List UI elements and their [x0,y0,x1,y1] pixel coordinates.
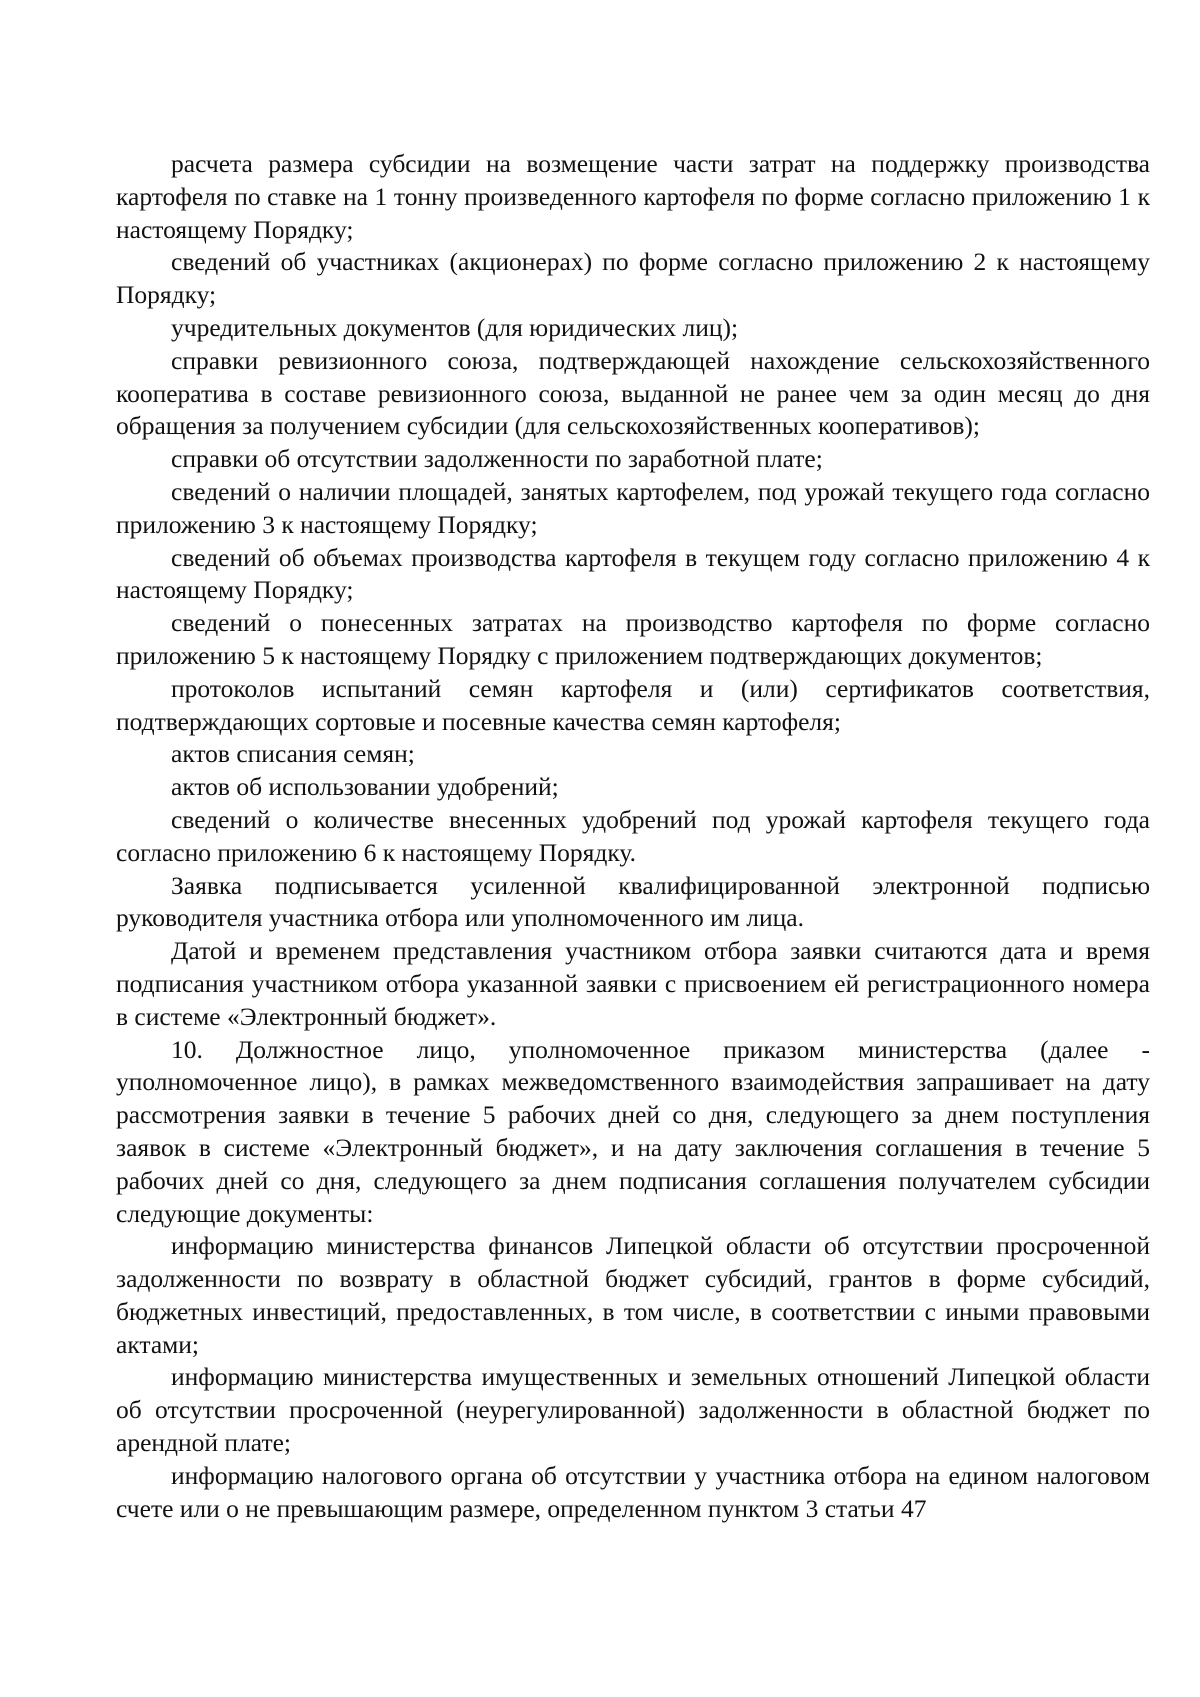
paragraph-finance-ministry: информацию министерства финансов Липецкой области об отсутствии просроченной задолженности по возврату в областной бюджет субсидий, грантов в форме субсидий, бюджетных инвестиций, предоставленных, в том числе, в соответствии с иными правовыми актами; [116,1231,1150,1359]
paragraph-property-ministry: информацию министерства имущественных и земельных отношений Липецкой области об отсутствии просроченной (неурегулированной) задолженности в областной бюджет по арендной плате; [116,1362,1150,1458]
paragraph-potato-areas: сведений о наличии площадей, занятых картофелем, под урожай текущего года согласно приложению 3 к настоящему Порядку; [116,476,1150,539]
paragraph-costs: сведений о понесенных затратах на производство картофеля по форме согласно приложению 5 к настоящему Порядку с приложением подтверждающих документов; [116,608,1150,670]
paragraph-production-volume: сведений об объемах производства картофеля в текущем году согласно приложению 4 к настоящему Порядку; [116,542,1150,605]
paragraph-fertilizer-acts: актов об использовании удобрений; [171,772,559,802]
paragraph-audit-union: справки ревизионного союза, подтверждающей нахождение сельскохозяйственного кооператива в составе ревизионного союза, выданной не ранее чем за один месяц до дня обращения за получением субсидии (для сельскохозяйственных кооперативов); [116,345,1150,441]
paragraph-section-10: 10. Должностное лицо, уполномоченное приказом министерства (далее - уполномоченное лицо), в рамках межведомственного взаимодействия запрашивает на дату рассмотрения заявки в течение 5 рабочих дней со дня, следующего за днем поступления заявок в системе «Электронный бюджет», и на дату заключения соглашения в течение 5 рабочих дней со дня, следующего за днем подписания соглашения получателем субсидии следующие документы: [116,1034,1150,1228]
paragraph-signature: Заявка подписывается усиленной квалифицированной электронной подписью руководителя участника отбора или уполномоченного им лица. [116,870,1150,933]
paragraph-submission-date: Датой и временем представления участником отбора заявки считаются дата и время подписания участником отбора указанной заявки с присвоением ей регистрационного номера в системе «Электронный бюджет». [116,936,1150,1031]
paragraph-wage-debt: справки об отсутствии задолженности по заработной плате; [171,444,823,474]
paragraph-founding-documents: учредительных документов (для юридических лиц); [171,312,739,342]
document-page [116,148,1150,1525]
paragraph-tax-authority: информацию налогового органа об отсутствии у участника отбора на едином налоговом счете или о не превышающим размере, определенном пунктом 3 статьи 47 [116,1460,1150,1523]
paragraph-shareholders: сведений об участниках (акционерах) по форме согласно приложению 2 к настоящему Порядку; [116,247,1150,310]
paragraph-fertilizer-amount: сведений о количестве внесенных удобрений под урожай картофеля текущего года согласно приложению 6 к настоящему Порядку. [116,804,1150,867]
paragraph-calculation: расчета размера субсидии на возмещение части затрат на поддержку производства картофеля по ставке на 1 тонну произведенного картофеля по форме согласно приложению 1 к настоящему Порядку; [116,149,1150,244]
paragraph-seed-protocols: протоколов испытаний семян картофеля и (или) сертификатов соответствия, подтверждающих сортовые и посевные качества семян картофеля; [116,673,1150,736]
paragraph-seed-writeoff: актов списания семян; [171,739,415,769]
